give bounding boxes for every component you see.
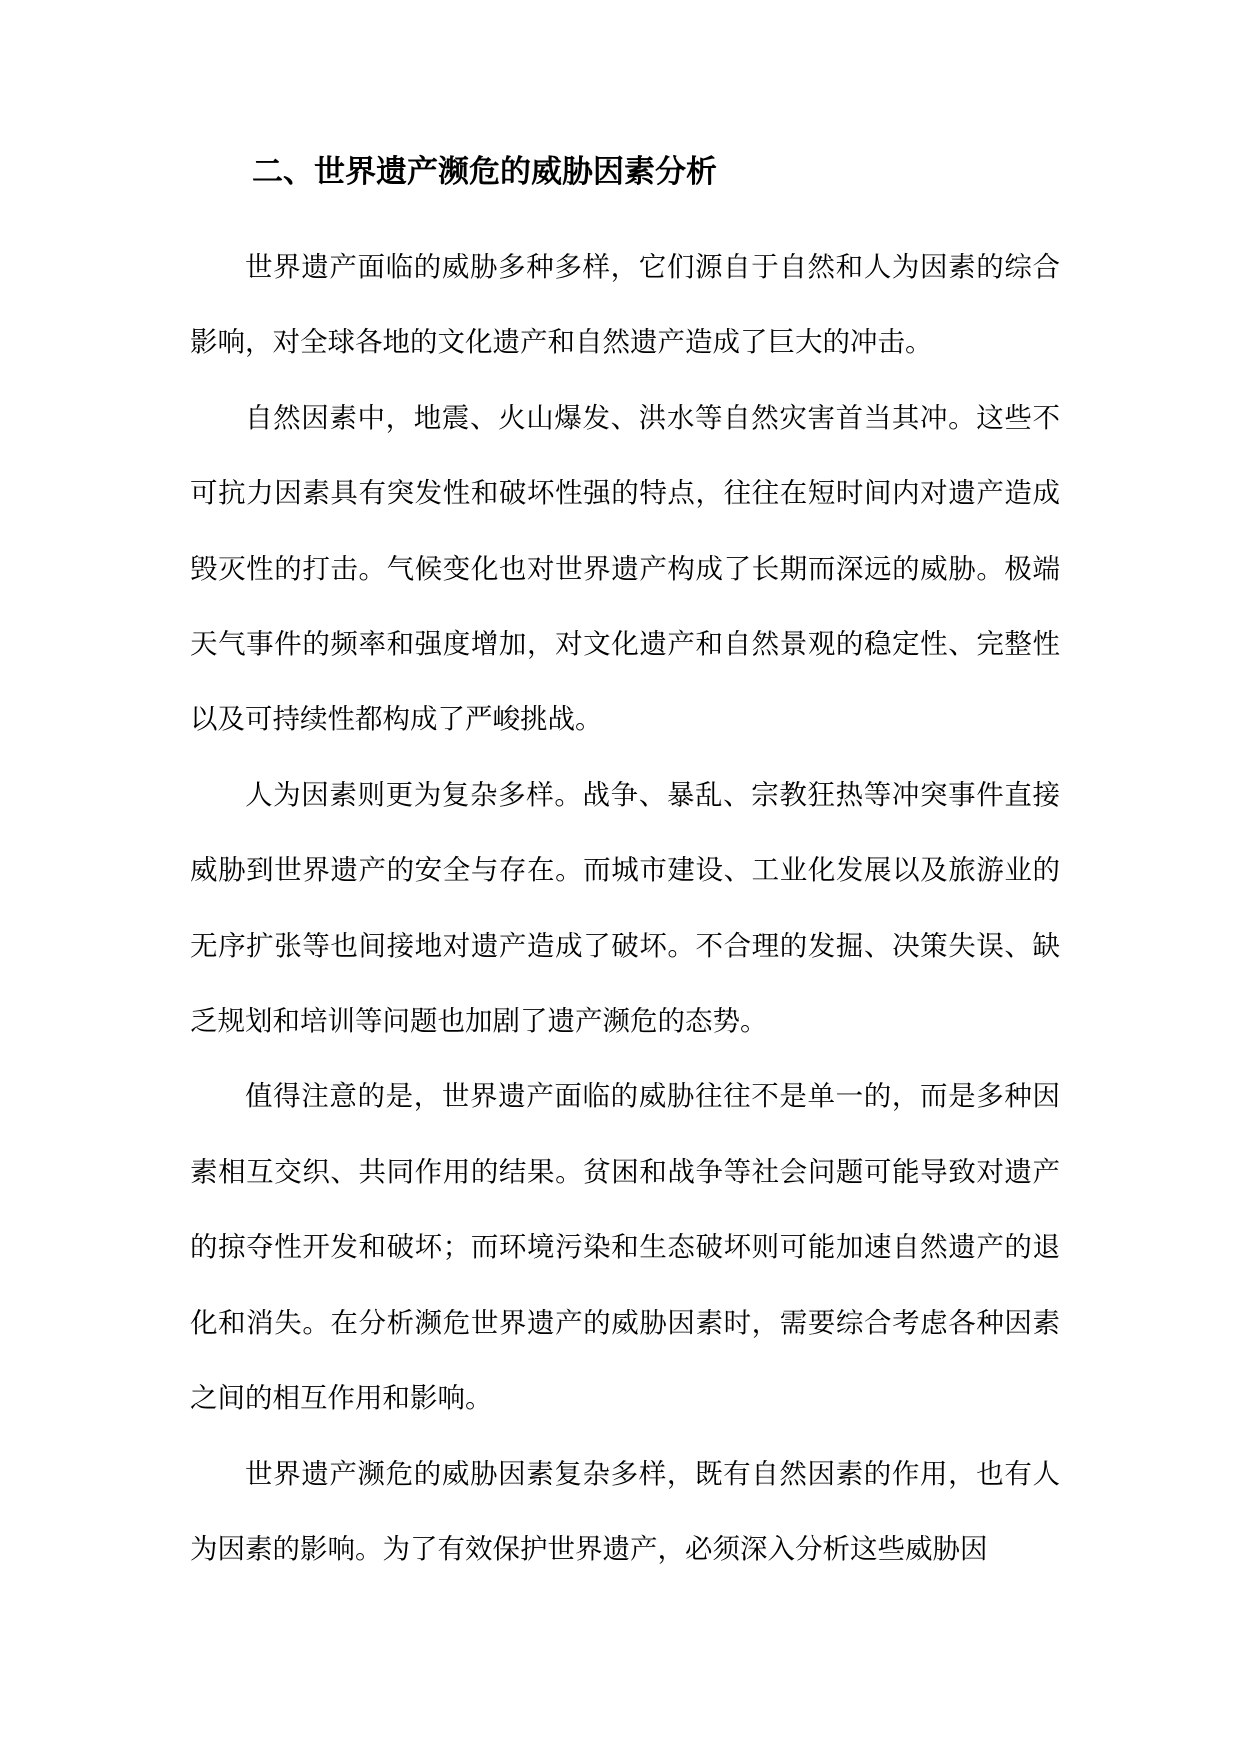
paragraph-intro: 世界遗产面临的威胁多种多样，它们源自于自然和人为因素的综合影响，对全球各地的文化遗产和自然遗产造成了巨大的冲击。	[190, 251, 1060, 359]
section-heading: 二、世界遗产濒危的威胁因素分析	[252, 154, 717, 190]
paragraph-summary: 世界遗产濒危的威胁因素复杂多样，既有自然因素的作用，也有人为因素的影响。为了有效保护世界遗产，必须深入分析这些威胁因	[190, 1457, 1060, 1565]
paragraph-natural-factors: 自然因素中，地震、火山爆发、洪水等自然灾害首当其冲。这些不可抗力因素具有突发性和破坏性强的特点，往往在短时间内对遗产造成毁灭性的打击。气候变化也对世界遗产构成了长期而深远的威胁。极端天气事件的频率和强度增加，对文化遗产和自然景观的稳定性、完整性以及可持续性都构成了严峻挑战。	[190, 401, 1060, 736]
paragraph-human-factors: 人为因素则更为复杂多样。战争、暴乱、宗教狂热等冲突事件直接威胁到世界遗产的安全与存在。而城市建设、工业化发展以及旅游业的无序扩张等也间接地对遗产造成了破坏。不合理的发掘、决策失误、缺乏规划和培训等问题也加剧了遗产濒危的态势。	[190, 778, 1060, 1038]
body-text	[190, 230, 1060, 1587]
paragraph-interacting-factors: 值得注意的是，世界遗产面临的威胁往往不是单一的，而是多种因素相互交织、共同作用的结果。贫困和战争等社会问题可能导致对遗产的掠夺性开发和破坏；而环境污染和生态破坏则可能加速自然遗产的退化和消失。在分析濒危世界遗产的威胁因素时，需要综合考虑各种因素之间的相互作用和影响。	[190, 1080, 1060, 1415]
